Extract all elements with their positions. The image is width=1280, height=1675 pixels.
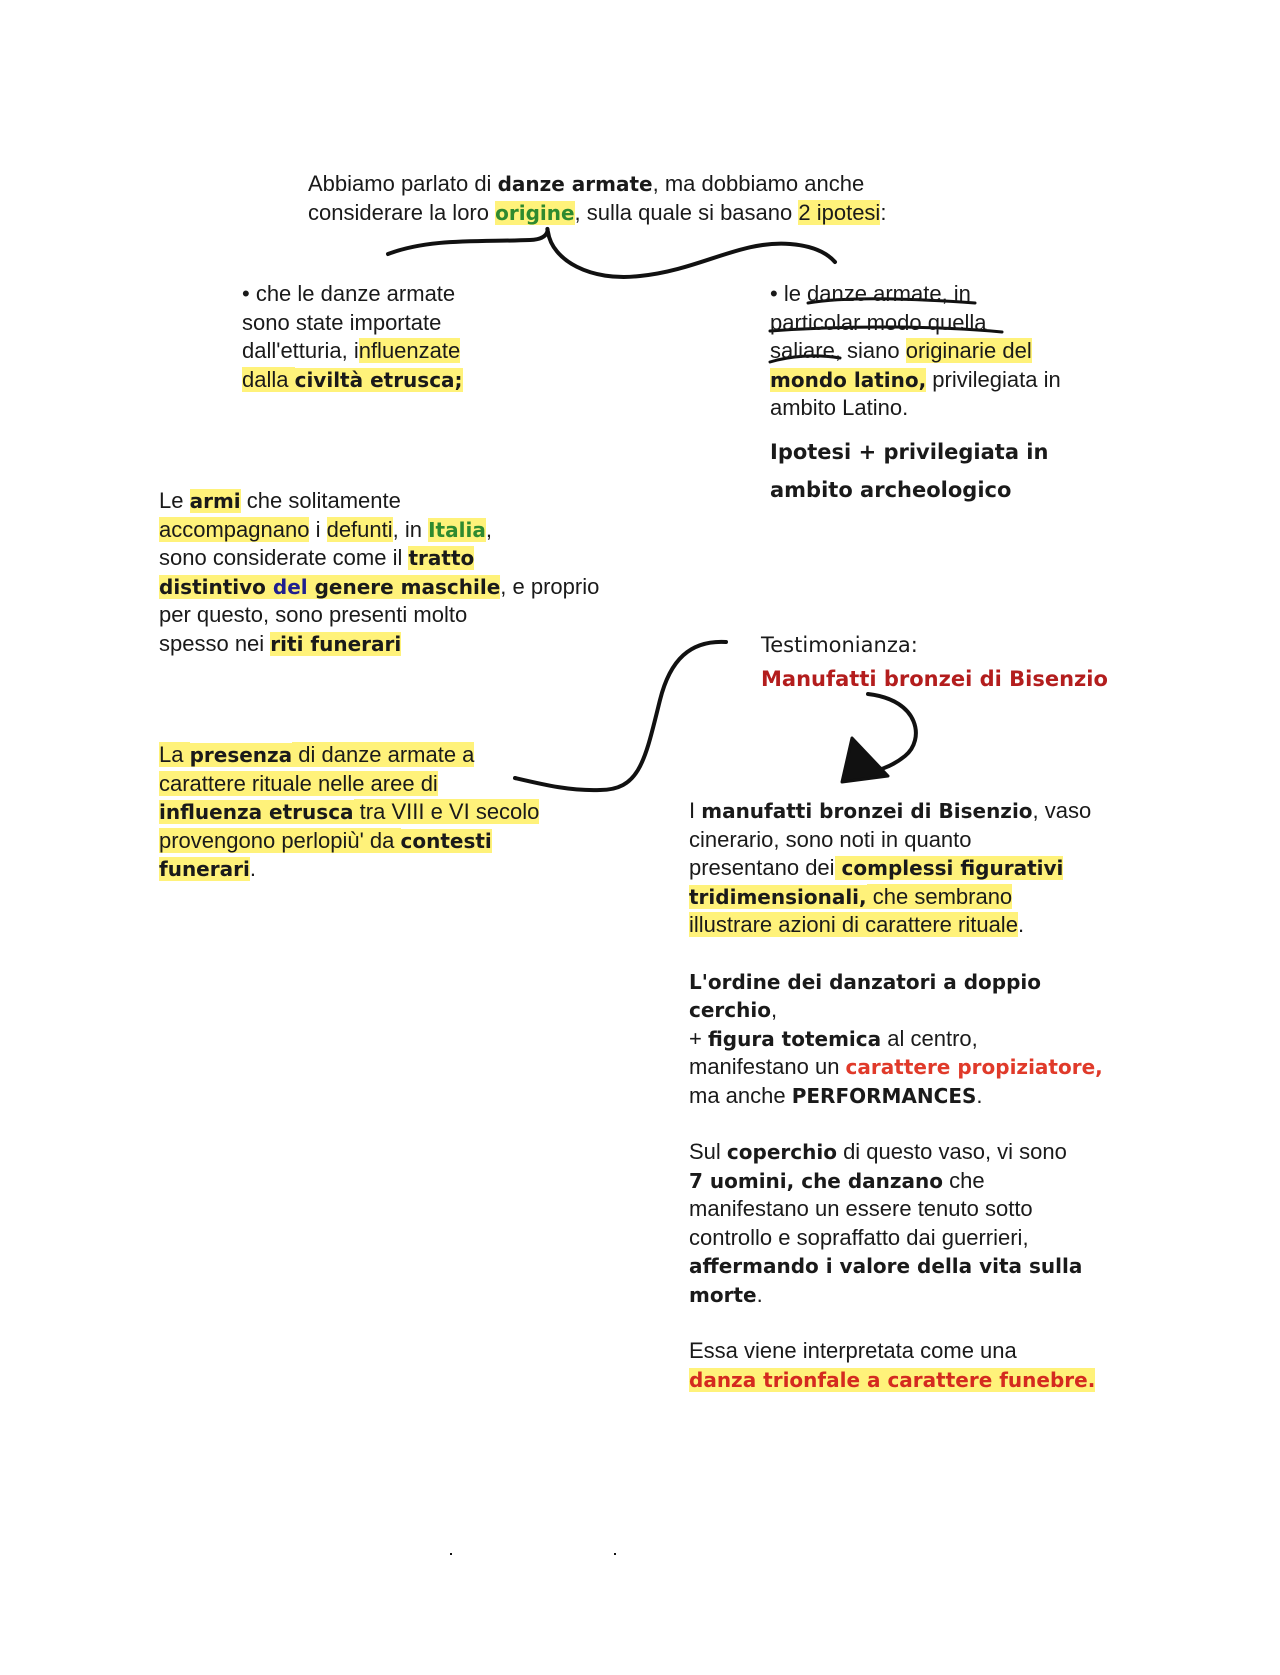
bisenzio-bold: L'ordine dei danzatori a doppio cerchio <box>689 969 1042 1022</box>
connector-curve <box>515 642 726 790</box>
hypothesis-line: particolar modo quella <box>770 309 987 335</box>
weapons-bold: tratto <box>408 546 475 570</box>
bisenzio-text: . <box>1017 912 1025 937</box>
bisenzio-text: di questo vaso, vi sono <box>836 1139 1067 1164</box>
hypothesis-highlight: originarie del <box>905 338 1032 363</box>
weapons-keyword-del: del <box>265 574 315 599</box>
presence-bold: contesti <box>400 828 492 853</box>
testimony-label: Testimonianza: <box>761 633 918 657</box>
presence-paragraph <box>159 741 539 884</box>
bisenzio-bold: complessi figurativi <box>834 856 1064 880</box>
presence-text: carattere rituale nelle aree di <box>159 770 438 796</box>
hypothesis-text: saliare <box>770 338 835 363</box>
brace-stroke <box>388 229 835 277</box>
bisenzio-text: + <box>689 1025 708 1051</box>
weapons-bold: genere maschile <box>314 574 501 599</box>
handwritten-note: ambito archeologico <box>770 477 1012 502</box>
bisenzio-bold: morte <box>689 1282 757 1307</box>
weapons-text: sono considerate come il <box>159 545 409 570</box>
hypothesis-highlight: dalla <box>242 366 295 392</box>
intro-text: Abbiamo parlato di <box>308 171 498 196</box>
bisenzio-text: manifestano un essere tenuto sotto <box>689 1196 1033 1221</box>
bisenzio-text: che <box>943 1167 985 1193</box>
weapons-text: i <box>309 516 327 542</box>
presence-bold: presenza <box>189 743 293 767</box>
intro-text: considerare la loro <box>308 199 496 225</box>
bisenzio-text: che sembrano <box>866 883 1013 909</box>
hypothesis-text: , siano <box>834 338 906 363</box>
hypothesis-text: privilegiata in <box>926 366 1061 392</box>
bisenzio-text: , vaso <box>1032 798 1092 823</box>
bisenzio-text: manifestano un <box>689 1054 846 1079</box>
presence-text: La <box>159 742 190 767</box>
hypothesis-line: • che le danze armate <box>242 281 456 306</box>
bisenzio-bold: coperchio <box>726 1140 837 1164</box>
intro-text: , sulla quale si basano <box>574 199 799 225</box>
bisenzio-text: illustrare azioni di carattere rituale <box>689 912 1018 937</box>
arrow-head <box>842 738 888 782</box>
presence-text: provengono perlopiù' da <box>159 827 401 853</box>
hypothesis-line: sono state importate <box>242 309 442 335</box>
bisenzio-text: I <box>689 798 702 823</box>
hypothesis-bold: civiltà etrusca; <box>294 367 463 392</box>
weapons-highlight: accompagnano <box>159 516 310 542</box>
weapons-bold: riti funerari <box>270 631 402 656</box>
weapons-text: , e proprio <box>500 573 600 599</box>
handwritten-note: Ipotesi + privilegiata in <box>770 439 1049 464</box>
bisenzio-text: . <box>756 1281 763 1307</box>
bisenzio-text: Essa viene interpretata come una <box>689 1338 1017 1363</box>
weapons-bold: distintivo <box>159 574 266 599</box>
intro-keyword-origine: origine <box>495 200 575 225</box>
intro-highlight: 2 ipotesi <box>798 199 881 225</box>
presence-bold: funerari <box>159 857 250 881</box>
bisenzio-paragraph-2 <box>689 968 1129 1111</box>
presence-text: . <box>249 856 256 881</box>
intro-bold: danze armate <box>497 172 653 196</box>
presence-text: tra VIII e VI secolo <box>353 799 540 824</box>
weapons-keyword-italia: Italia <box>428 517 486 542</box>
bisenzio-text: . <box>976 1082 983 1108</box>
weapons-highlight: defunti <box>326 516 393 542</box>
presence-text: di danze armate a <box>292 742 475 767</box>
hypothesis-right <box>770 280 1061 509</box>
bisenzio-bold: affermando i valore della vita sulla <box>689 1254 1083 1278</box>
bisenzio-text: cinerario, sono noti in quanto <box>689 826 972 852</box>
bisenzio-text: al centro, <box>881 1025 978 1051</box>
hypothesis-line: ambito Latino. <box>770 395 909 420</box>
bisenzio-red-keyword: carattere propiziatore, <box>845 1055 1103 1079</box>
weapons-text: spesso nei <box>159 630 271 656</box>
bisenzio-text: ma anche <box>689 1082 792 1108</box>
intro-text: , ma dobbiamo anche <box>652 171 865 196</box>
weapons-text: , <box>485 516 492 542</box>
curved-arrow-stroke <box>862 694 916 772</box>
bisenzio-bold: PERFORMANCES <box>791 1083 977 1108</box>
weapons-bold: armi <box>189 489 241 513</box>
weapons-text: Le <box>159 488 190 513</box>
bisenzio-text: Sul <box>689 1139 727 1164</box>
hypothesis-line: • le danze armate, in <box>770 281 971 306</box>
bisenzio-text: presentano dei <box>689 855 835 880</box>
bisenzio-paragraph-4 <box>689 1337 1129 1394</box>
weapons-paragraph <box>159 487 599 658</box>
bisenzio-paragraph-1 <box>689 797 1129 940</box>
hypothesis-text: dall'etturia, i <box>242 338 359 363</box>
intro-paragraph <box>308 170 886 227</box>
weapons-text: che solitamente <box>240 488 401 513</box>
hypothesis-highlight: nfluenzate <box>358 338 461 363</box>
bisenzio-bold: tridimensionali, <box>689 884 867 909</box>
intro-text: : <box>880 199 887 225</box>
bisenzio-bold: 7 uomini, che danzano <box>689 1168 943 1193</box>
bisenzio-text: , <box>770 997 778 1022</box>
hypothesis-left <box>242 280 463 394</box>
hypothesis-bold: mondo latino, <box>770 367 927 392</box>
weapons-text: , in <box>392 516 429 542</box>
weapons-text: per questo, sono presenti molto <box>159 602 468 627</box>
bisenzio-bold: figura totemica <box>707 1026 882 1051</box>
bisenzio-paragraph-3 <box>689 1138 1129 1309</box>
presence-bold: influenza etrusca <box>159 800 354 824</box>
bisenzio-red-keyword: danza trionfale a carattere funebre. <box>689 1367 1096 1392</box>
testimony-title: Manufatti bronzei di Bisenzio <box>761 667 1108 691</box>
bisenzio-bold: manufatti bronzei di Bisenzio <box>701 799 1033 823</box>
bisenzio-section <box>689 797 1129 1394</box>
testimony-block <box>761 628 1108 696</box>
bisenzio-text: controllo e sopraffatto dai guerrieri, <box>689 1224 1029 1250</box>
